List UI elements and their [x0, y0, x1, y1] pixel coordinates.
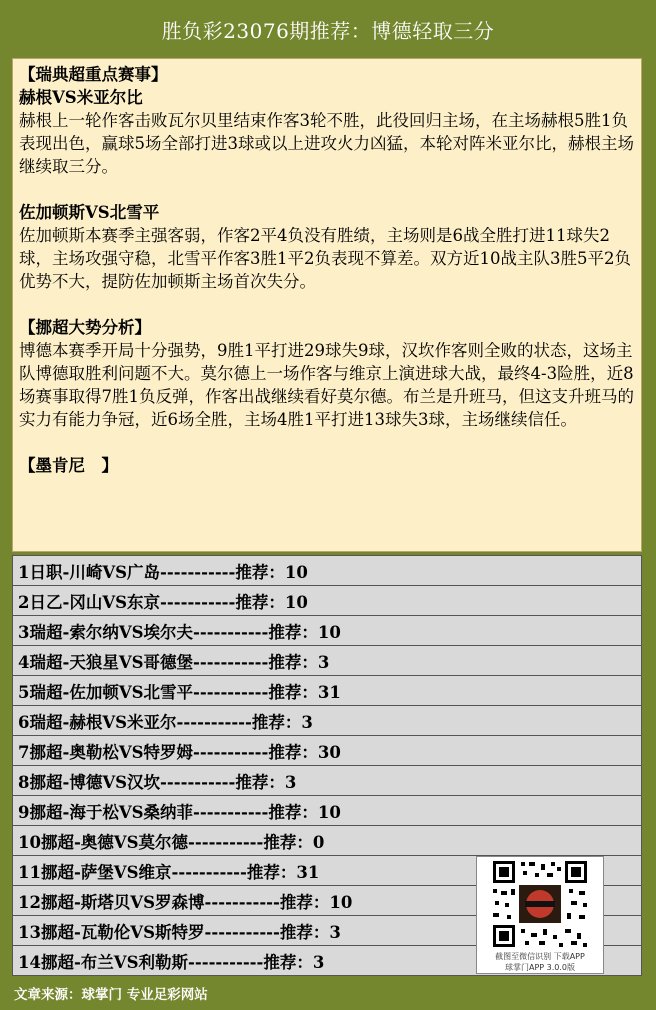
footer-source: 文章来源：球掌门 专业足彩网站: [14, 987, 208, 1003]
match-title-hacken: 赫根VS米亚尔比: [19, 88, 143, 107]
table-row: 6瑞超-赫根VS米亚尔-----------推荐：3: [13, 706, 641, 736]
table-row: 4瑞超-天狼星VS哥德堡-----------推荐：3: [13, 646, 641, 676]
page-title: 胜负彩23076期推荐：博德轻取三分: [161, 18, 495, 43]
article-body: [12, 58, 642, 552]
section-heading-norway: 【挪超大势分析】: [19, 318, 151, 337]
section-heading-third: 【墨肯尼 】: [19, 456, 118, 475]
table-row: 11挪超-萨堡VS维京-----------推荐：31: [13, 856, 641, 886]
spacer: [19, 293, 635, 316]
table-row: 9挪超-海于松VS桑纳菲-----------推荐：10: [13, 796, 641, 826]
spacer: [19, 431, 635, 454]
table-row: 7挪超-奥勒松VS特罗姆-----------推荐：30: [13, 736, 641, 766]
qr-code-icon[interactable]: [485, 859, 595, 949]
match-title-djurgarden: 佐加顿斯VS北雪平: [19, 203, 160, 222]
section-text-norway: 博德本赛季开局十分强势，9胜1平打进29球失9球，汉坎作客则全败的状态，这场主队博德取胜利问题不大。莫尔德上一场作客与维京上演进球大战，最终4-3险胜，近8场赛事取得7胜1负反弹，作客出战继续看好莫尔德。布兰是升班马，但这支升班马的实力有能力争冠，近6场全胜，主场4胜1平打进13球失3球，主场继续信任。: [19, 341, 634, 429]
section-heading-swedish: 【瑞典超重点赛事】: [19, 65, 168, 84]
table-row: 1日职-川崎VS广岛-----------推荐：10: [13, 556, 641, 586]
table-row: 13挪超-瓦勒伦VS斯特罗-----------推荐：3: [13, 916, 641, 946]
match-text-hacken: 赫根上一轮作客击败瓦尔贝里结束作客3轮不胜，此役回归主场，在主场赫根5胜1负表现出色，赢球5场全部打进3球或以上进攻火力凶猛，本轮对阵米亚尔比，赫根主场继续取三分。: [19, 111, 634, 176]
spacer: [19, 178, 635, 201]
qr-code-panel[interactable]: [476, 856, 604, 974]
table-row: 5瑞超-佐加顿VS北雪平-----------推荐：31: [13, 676, 641, 706]
table-row: 8挪超-博德VS汉坎-----------推荐：3: [13, 766, 641, 796]
table-row: 3瑞超-索尔纳VS埃尔夫-----------推荐：10: [13, 616, 641, 646]
table-row: 2日乙-冈山VS东京-----------推荐：10: [13, 586, 641, 616]
table-row: 14挪超-布兰VS利勒斯-----------推荐：3: [18, 953, 325, 972]
match-text-djurgarden: 佐加顿斯本赛季主强客弱，作客2平4负没有胜绩，主场则是6战全胜打进11球失2球，主场攻强守稳，北雪平作客3胜1平2负表现不算差。双方近10战主队3胜5平2负优势不大，提防佐加顿斯主场首次失分。: [19, 226, 631, 291]
qr-caption-download: 截图至微信识别 下载APP: [495, 952, 585, 961]
table-row: 10挪超-奥德VS莫尔德-----------推荐：0: [13, 826, 641, 856]
qr-caption-version: 球掌门APP 3.0.0版: [504, 963, 576, 972]
table-row: 12挪超-斯塔贝VS罗森博-----------推荐：10: [13, 886, 641, 916]
